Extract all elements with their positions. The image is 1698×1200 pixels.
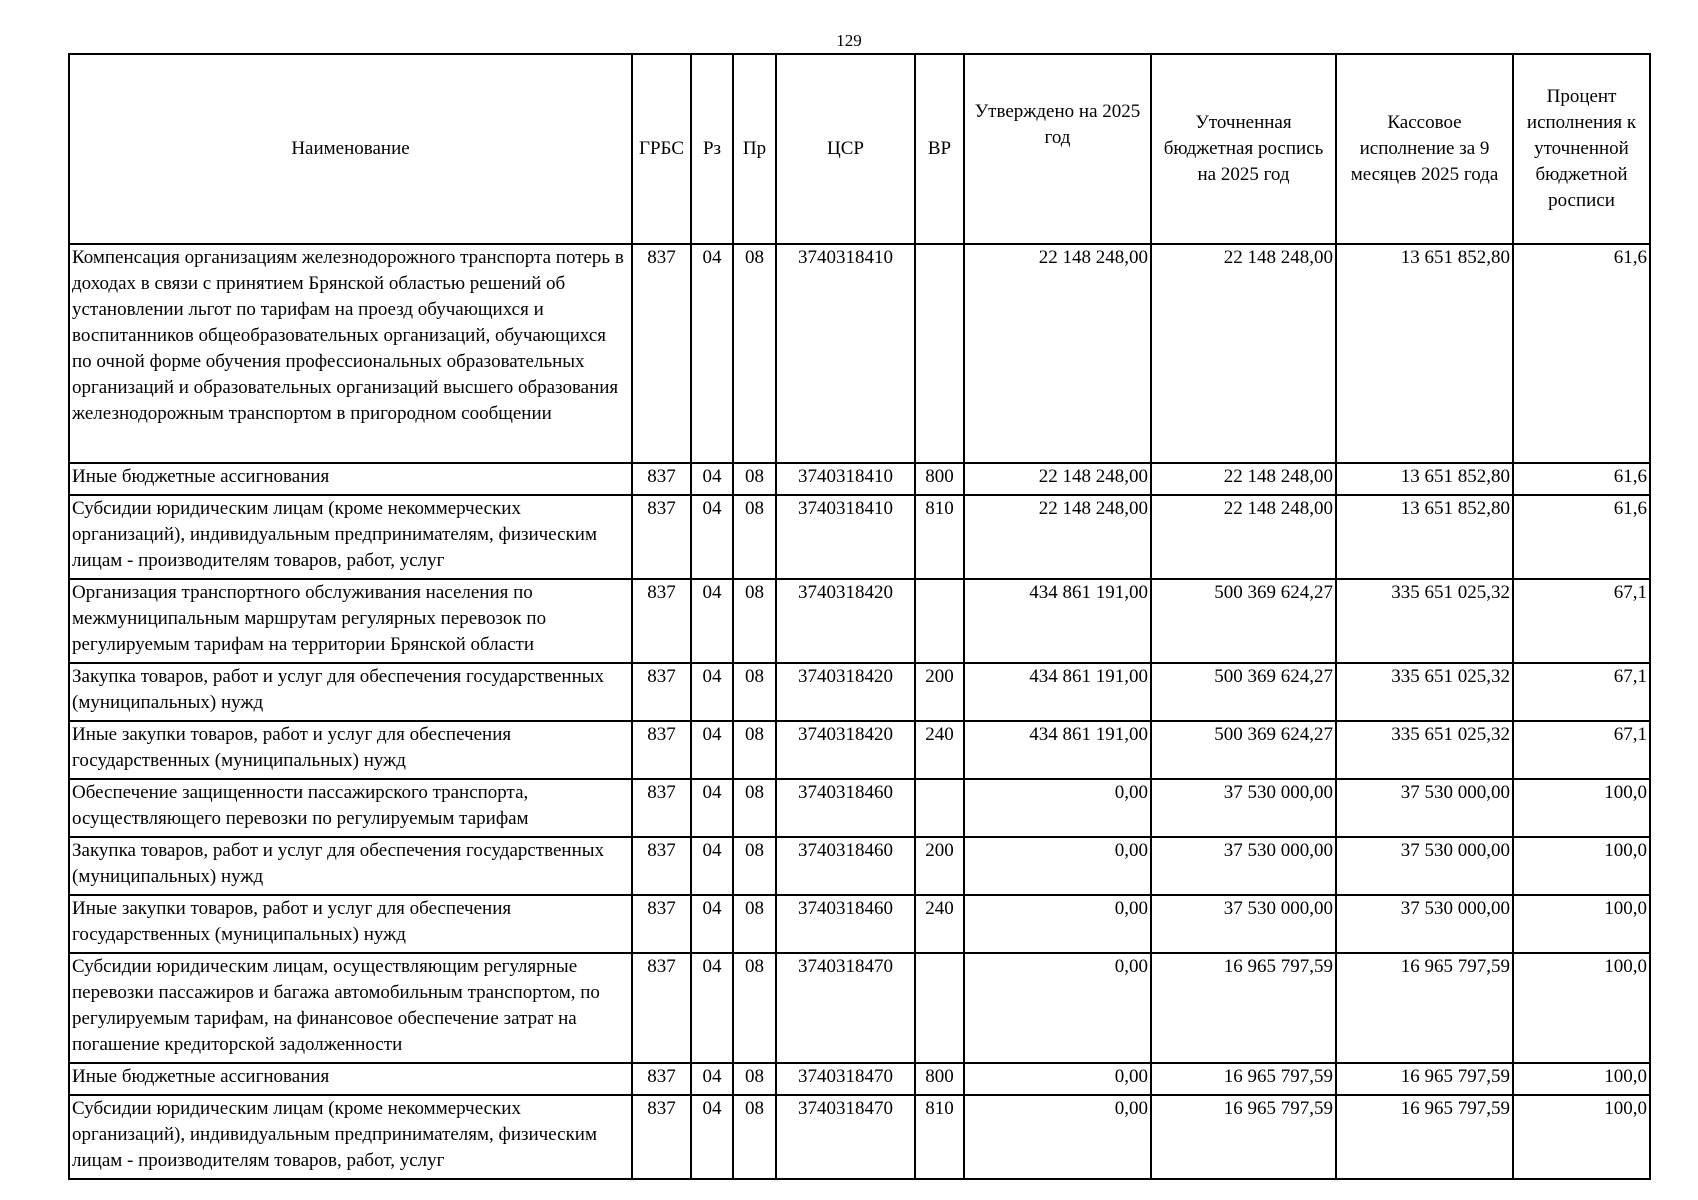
row-percent-cell: 67,1 (1513, 579, 1650, 663)
row-name-cell: Субсидии юридическим лицам (кроме некоммерческих организаций), индивидуальным предпринимателям, физическим лицам - производителям товаров, работ, услуг (69, 1095, 632, 1179)
row-cash-cell: 16 965 797,59 (1336, 1063, 1513, 1095)
row-grbs-cell: 837 (632, 779, 691, 837)
row-name-cell: Субсидии юридическим лицам, осуществляющим регулярные перевозки пассажиров и багажа автомобильным транспортом, по регулируемым тарифам, на финансовое обеспечение затрат на погашение кредиторской задолженности (69, 953, 632, 1063)
row-csr-cell: 3740318460 (776, 779, 915, 837)
row-name-cell: Иные бюджетные ассигнования (69, 463, 632, 495)
row-vr-cell: 810 (915, 1095, 964, 1179)
row-approved-cell: 0,00 (964, 1095, 1151, 1179)
row-csr-cell: 3740318420 (776, 721, 915, 779)
row-refined-cell: 22 148 248,00 (1151, 244, 1336, 463)
row-rz-cell: 04 (691, 1063, 733, 1095)
row-refined-cell: 500 369 624,27 (1151, 663, 1336, 721)
row-rz-cell: 04 (691, 779, 733, 837)
row-vr-cell: 200 (915, 663, 964, 721)
row-vr-cell (915, 579, 964, 663)
table-body (69, 244, 1650, 1179)
row-pr-cell: 08 (733, 579, 776, 663)
row-vr-cell (915, 244, 964, 463)
header-name: Наименование (69, 54, 632, 244)
table-row (69, 837, 1650, 895)
header-approved: Утверждено на 2025 год (964, 54, 1151, 244)
row-rz-cell: 04 (691, 244, 733, 463)
row-approved-cell: 0,00 (964, 953, 1151, 1063)
table-row (69, 579, 1650, 663)
row-cash-cell: 13 651 852,80 (1336, 495, 1513, 579)
row-approved-cell: 0,00 (964, 837, 1151, 895)
header-pr: Пр (733, 54, 776, 244)
row-cash-cell: 13 651 852,80 (1336, 463, 1513, 495)
row-vr-cell: 200 (915, 837, 964, 895)
row-pr-cell: 08 (733, 244, 776, 463)
row-vr-cell: 800 (915, 463, 964, 495)
row-percent-cell: 61,6 (1513, 495, 1650, 579)
row-csr-cell: 3740318410 (776, 495, 915, 579)
row-approved-cell: 22 148 248,00 (964, 463, 1151, 495)
row-cash-cell: 37 530 000,00 (1336, 895, 1513, 953)
row-percent-cell: 100,0 (1513, 837, 1650, 895)
row-pr-cell: 08 (733, 721, 776, 779)
row-pr-cell: 08 (733, 895, 776, 953)
header-refined: Уточненная бюджетная роспись на 2025 год (1151, 54, 1336, 244)
row-rz-cell: 04 (691, 495, 733, 579)
row-cash-cell: 16 965 797,59 (1336, 1095, 1513, 1179)
row-pr-cell: 08 (733, 463, 776, 495)
row-name-cell: Компенсация организациям железнодорожного транспорта потерь в доходах в связи с принятием Брянской областью решений об установлении льгот по тарифам на проезд обучающихся и воспитанников общеобразовательных организаций, обучающихся по очной форме обучения профессиональных образовательных организаций и образовательных организаций высшего образования железнодорожным транспортом в пригородном сообщении (69, 244, 632, 463)
row-vr-cell: 800 (915, 1063, 964, 1095)
row-percent-cell: 100,0 (1513, 1095, 1650, 1179)
row-name-cell: Субсидии юридическим лицам (кроме некоммерческих организаций), индивидуальным предпринимателям, физическим лицам - производителям товаров, работ, услуг (69, 495, 632, 579)
row-csr-cell: 3740318470 (776, 1095, 915, 1179)
row-grbs-cell: 837 (632, 837, 691, 895)
row-grbs-cell: 837 (632, 953, 691, 1063)
table-row (69, 663, 1650, 721)
row-percent-cell: 67,1 (1513, 721, 1650, 779)
row-pr-cell: 08 (733, 953, 776, 1063)
row-approved-cell: 22 148 248,00 (964, 244, 1151, 463)
row-csr-cell: 3740318470 (776, 953, 915, 1063)
row-name-cell: Иные закупки товаров, работ и услуг для обеспечения государственных (муниципальных) нужд (69, 895, 632, 953)
row-percent-cell: 100,0 (1513, 779, 1650, 837)
row-rz-cell: 04 (691, 895, 733, 953)
row-name-cell: Иные закупки товаров, работ и услуг для обеспечения государственных (муниципальных) нужд (69, 721, 632, 779)
row-refined-cell: 500 369 624,27 (1151, 721, 1336, 779)
row-grbs-cell: 837 (632, 721, 691, 779)
row-refined-cell: 37 530 000,00 (1151, 895, 1336, 953)
row-name-cell: Закупка товаров, работ и услуг для обеспечения государственных (муниципальных) нужд (69, 663, 632, 721)
row-pr-cell: 08 (733, 495, 776, 579)
row-cash-cell: 37 530 000,00 (1336, 837, 1513, 895)
row-name-cell: Организация транспортного обслуживания населения по межмуниципальным маршрутам регулярных перевозок по регулируемым тарифам на территории Брянской области (69, 579, 632, 663)
row-grbs-cell: 837 (632, 1095, 691, 1179)
row-pr-cell: 08 (733, 1095, 776, 1179)
row-pr-cell: 08 (733, 779, 776, 837)
row-rz-cell: 04 (691, 1095, 733, 1179)
row-cash-cell: 335 651 025,32 (1336, 721, 1513, 779)
row-refined-cell: 500 369 624,27 (1151, 579, 1336, 663)
header-cash: Кассовое исполнение за 9 месяцев 2025 года (1336, 54, 1513, 244)
row-grbs-cell: 837 (632, 579, 691, 663)
table-row (69, 779, 1650, 837)
table-row (69, 895, 1650, 953)
row-approved-cell: 434 861 191,00 (964, 721, 1151, 779)
row-refined-cell: 22 148 248,00 (1151, 463, 1336, 495)
row-refined-cell: 37 530 000,00 (1151, 837, 1336, 895)
row-vr-cell (915, 953, 964, 1063)
header-vr: ВР (915, 54, 964, 244)
row-percent-cell: 100,0 (1513, 1063, 1650, 1095)
row-csr-cell: 3740318420 (776, 579, 915, 663)
row-csr-cell: 3740318420 (776, 663, 915, 721)
row-pr-cell: 08 (733, 1063, 776, 1095)
table-row (69, 244, 1650, 463)
row-rz-cell: 04 (691, 837, 733, 895)
row-rz-cell: 04 (691, 579, 733, 663)
row-pr-cell: 08 (733, 837, 776, 895)
row-pr-cell: 08 (733, 663, 776, 721)
table-row (69, 495, 1650, 579)
row-csr-cell: 3740318410 (776, 244, 915, 463)
row-csr-cell: 3740318410 (776, 463, 915, 495)
row-csr-cell: 3740318460 (776, 837, 915, 895)
row-percent-cell: 61,6 (1513, 463, 1650, 495)
row-grbs-cell: 837 (632, 463, 691, 495)
row-refined-cell: 16 965 797,59 (1151, 953, 1336, 1063)
row-approved-cell: 434 861 191,00 (964, 579, 1151, 663)
row-name-cell: Закупка товаров, работ и услуг для обеспечения государственных (муниципальных) нужд (69, 837, 632, 895)
row-name-cell: Обеспечение защищенности пассажирского транспорта, осуществляющего перевозки по регулируемым тарифам (69, 779, 632, 837)
row-grbs-cell: 837 (632, 663, 691, 721)
row-name-cell: Иные бюджетные ассигнования (69, 1063, 632, 1095)
table-header-row (69, 54, 1650, 244)
row-cash-cell: 16 965 797,59 (1336, 953, 1513, 1063)
row-grbs-cell: 837 (632, 495, 691, 579)
row-refined-cell: 16 965 797,59 (1151, 1063, 1336, 1095)
table-row (69, 1095, 1650, 1179)
header-percent: Процент исполнения к уточненной бюджетной росписи (1513, 54, 1650, 244)
table-row (69, 1063, 1650, 1095)
table-row (69, 463, 1650, 495)
page-number: 129 (836, 31, 862, 50)
row-vr-cell: 810 (915, 495, 964, 579)
row-approved-cell: 0,00 (964, 895, 1151, 953)
row-rz-cell: 04 (691, 721, 733, 779)
table-row (69, 953, 1650, 1063)
row-csr-cell: 3740318460 (776, 895, 915, 953)
header-csr: ЦСР (776, 54, 915, 244)
row-rz-cell: 04 (691, 953, 733, 1063)
row-cash-cell: 335 651 025,32 (1336, 579, 1513, 663)
row-refined-cell: 16 965 797,59 (1151, 1095, 1336, 1179)
row-percent-cell: 100,0 (1513, 895, 1650, 953)
row-cash-cell: 37 530 000,00 (1336, 779, 1513, 837)
row-grbs-cell: 837 (632, 895, 691, 953)
row-approved-cell: 0,00 (964, 779, 1151, 837)
row-approved-cell: 0,00 (964, 1063, 1151, 1095)
row-refined-cell: 37 530 000,00 (1151, 779, 1336, 837)
row-grbs-cell: 837 (632, 244, 691, 463)
row-percent-cell: 100,0 (1513, 953, 1650, 1063)
row-cash-cell: 335 651 025,32 (1336, 663, 1513, 721)
row-vr-cell: 240 (915, 895, 964, 953)
row-refined-cell: 22 148 248,00 (1151, 495, 1336, 579)
row-vr-cell (915, 779, 964, 837)
row-percent-cell: 67,1 (1513, 663, 1650, 721)
row-vr-cell: 240 (915, 721, 964, 779)
budget-table (68, 53, 1651, 1180)
row-approved-cell: 22 148 248,00 (964, 495, 1151, 579)
row-cash-cell: 13 651 852,80 (1336, 244, 1513, 463)
row-rz-cell: 04 (691, 463, 733, 495)
header-rz: Рз (691, 54, 733, 244)
row-approved-cell: 434 861 191,00 (964, 663, 1151, 721)
row-rz-cell: 04 (691, 663, 733, 721)
row-csr-cell: 3740318470 (776, 1063, 915, 1095)
header-grbs: ГРБС (632, 54, 691, 244)
row-percent-cell: 61,6 (1513, 244, 1650, 463)
row-grbs-cell: 837 (632, 1063, 691, 1095)
table-row (69, 721, 1650, 779)
